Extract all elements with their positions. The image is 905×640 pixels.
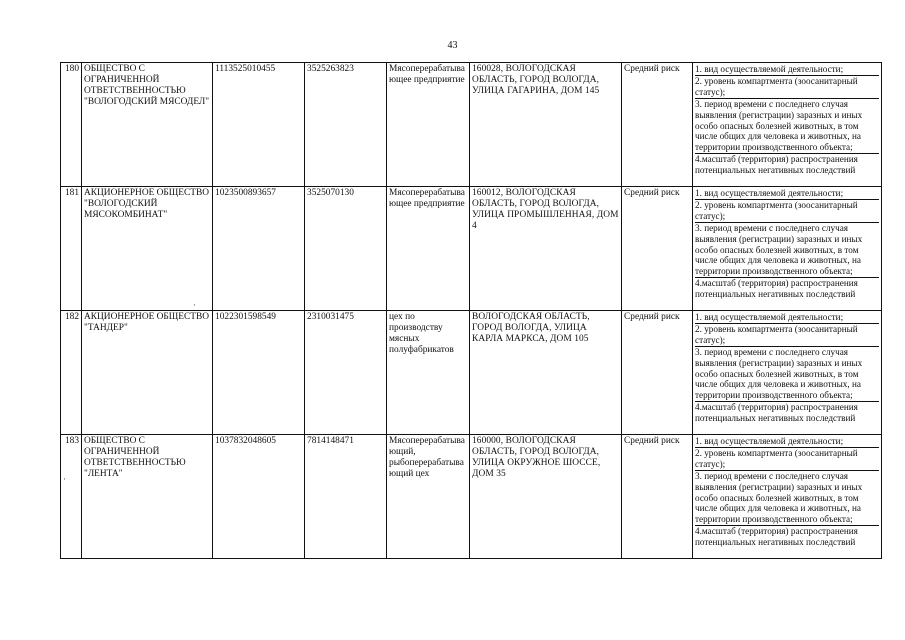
activity-cell: Мясоперерабатывающее предприятие <box>387 187 470 311</box>
activity-cell: Мясоперерабатывающее предприятие <box>387 63 470 187</box>
inn-cell: 3525070130 <box>305 187 387 311</box>
scan-speck: · <box>63 474 66 484</box>
address-cell: ВОЛОГОДСКАЯ ОБЛАСТЬ, ГОРОД ВОЛОГДА, УЛИЦА КАРЛА МАРКСА, ДОМ 105 <box>470 311 622 435</box>
row-number: 182 <box>61 311 82 435</box>
criteria-cell <box>693 187 882 311</box>
criteria-item: 4.масштаб (территория) распространения потенциальных негативных последствий <box>695 526 858 548</box>
table-row <box>61 63 882 187</box>
organization-name: АКЦИОНЕРНОЕ ОБЩЕСТВО "ТАНДЕР" <box>82 311 213 435</box>
organization-name: ОБЩЕСТВО С ОГРАНИЧЕННОЙ ОТВЕТСТВЕННОСТЬЮ "ЛЕНТА" <box>82 435 213 559</box>
organization-name: АКЦИОНЕРНОЕ ОБЩЕСТВО "ВОЛОГОДСКИЙ МЯСОКОМБИНАТ" <box>82 187 213 311</box>
registry-table <box>60 62 882 559</box>
criteria-item: 4.масштаб (территория) распространения потенциальных негативных последствий <box>695 154 858 176</box>
address-cell: 160012, ВОЛОГОДСКАЯ ОБЛАСТЬ, ГОРОД ВОЛОГДА, УЛИЦА ПРОМЫШЛЕННАЯ, ДОМ 4 <box>470 187 622 311</box>
inn-cell: 2310031475 <box>305 311 387 435</box>
criteria-item: 1. вид осуществляемой деятельности; <box>695 436 879 448</box>
criteria-item: 1. вид осуществляемой деятельности; <box>695 64 879 76</box>
risk-cell: Средний риск <box>622 187 693 311</box>
criteria-cell <box>693 435 882 559</box>
criteria-item: 2. уровень компартмента (зоосанитарный статус); <box>695 448 879 471</box>
row-number: 183 <box>61 435 82 559</box>
activity-cell: цех по производству мясных полуфабрикатов <box>387 311 470 435</box>
registry-body <box>61 63 882 559</box>
criteria-item: 4.масштаб (территория) распространения потенциальных негативных последствий <box>695 278 858 300</box>
row-number: 180 <box>61 63 82 187</box>
ogrn-cell: 1113525010455 <box>213 63 305 187</box>
criteria-item: 1. вид осуществляемой деятельности; <box>695 188 879 200</box>
risk-cell: Средний риск <box>622 311 693 435</box>
ogrn-cell: 1022301598549 <box>213 311 305 435</box>
ogrn-cell: 1023500893657 <box>213 187 305 311</box>
address-cell: 160028, ВОЛОГОДСКАЯ ОБЛАСТЬ, ГОРОД ВОЛОГДА, УЛИЦА ГАГАРИНА, ДОМ 145 <box>470 63 622 187</box>
page-number: 43 <box>447 40 458 51</box>
criteria-item: 2. уровень компартмента (зоосанитарный статус); <box>695 324 879 347</box>
criteria-item: 3. период времени с последнего случая выявления (регистрации) заразных и иных особо опасных болезней животных, в том числе общих для человека и животных, на территории производственного объекта; <box>695 471 879 527</box>
criteria-item: 4.масштаб (территория) распространения потенциальных негативных последствий <box>695 402 858 424</box>
criteria-item: 3. период времени с последнего случая выявления (регистрации) заразных и иных особо опасных болезней животных, в том числе общих для человека и животных, на территории производственного объекта; <box>695 223 879 279</box>
organization-name: ОБЩЕСТВО С ОГРАНИЧЕННОЙ ОТВЕТСТВЕННОСТЬЮ "ВОЛОГОДСКИЙ МЯСОДЕЛ" <box>82 63 213 187</box>
risk-cell: Средний риск <box>622 435 693 559</box>
row-number: 181 <box>61 187 82 311</box>
ogrn-cell: 1037832048605 <box>213 435 305 559</box>
criteria-item: 3. период времени с последнего случая выявления (регистрации) заразных и иных особо опасных болезней животных, в том числе общих для человека и животных, на территории производственного объекта; <box>695 347 879 403</box>
inn-cell: 7814148471 <box>305 435 387 559</box>
criteria-cell <box>693 63 882 187</box>
table-row <box>61 187 882 311</box>
criteria-item: 1. вид осуществляемой деятельности; <box>695 312 879 324</box>
scan-speck: · <box>193 300 196 310</box>
criteria-item: 3. период времени с последнего случая выявления (регистрации) заразных и иных особо опасных болезней животных, в том числе общих для человека и животных, на территории производственного объекта; <box>695 99 879 155</box>
criteria-item: 2. уровень компартмента (зоосанитарный статус); <box>695 76 879 99</box>
activity-cell: Мясоперерабатывающий, рыбоперерабатывающий цех <box>387 435 470 559</box>
risk-cell: Средний риск <box>622 63 693 187</box>
criteria-cell <box>693 311 882 435</box>
inn-cell: 3525263823 <box>305 63 387 187</box>
address-cell: 160000, ВОЛОГОДСКАЯ ОБЛАСТЬ, ГОРОД ВОЛОГДА, УЛИЦА ОКРУЖНОЕ ШОССЕ, ДОМ 35 <box>470 435 622 559</box>
table-row <box>61 311 882 435</box>
table-row <box>61 435 882 559</box>
criteria-item: 2. уровень компартмента (зоосанитарный статус); <box>695 200 879 223</box>
